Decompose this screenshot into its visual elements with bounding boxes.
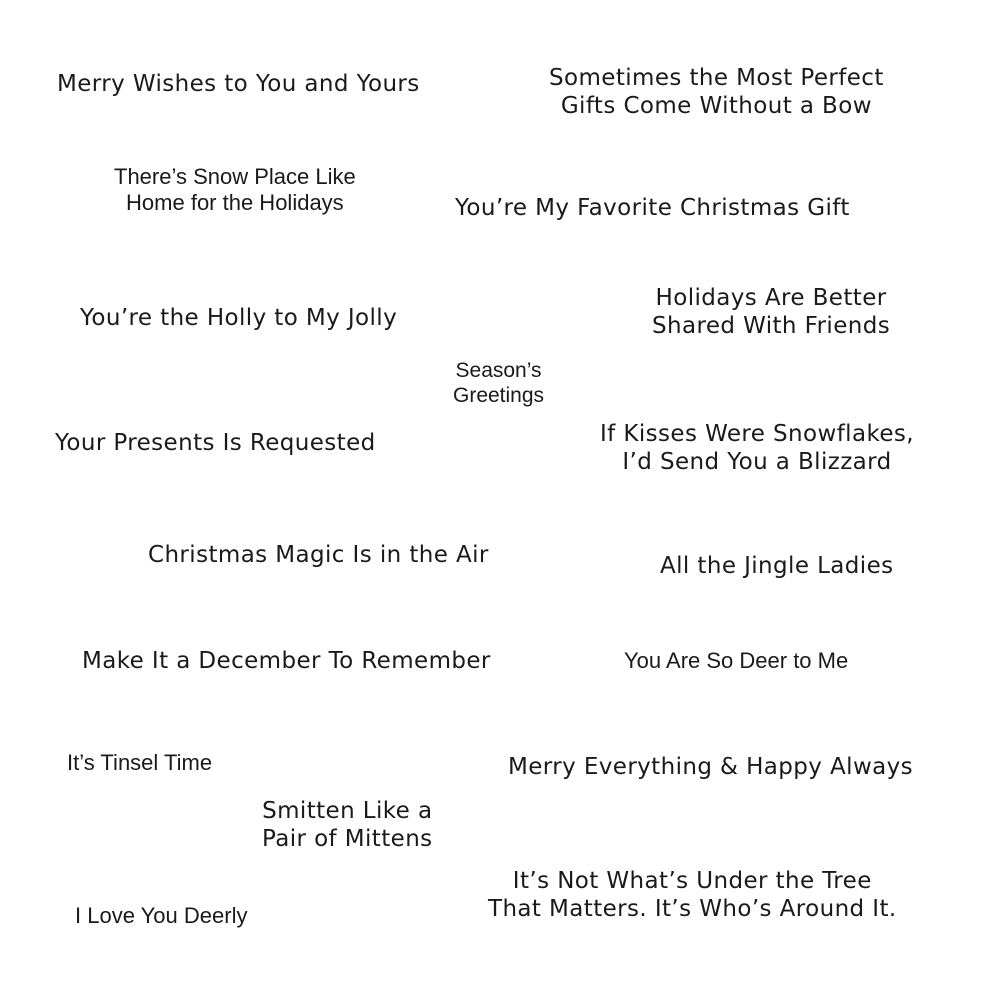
sentiment-line: Season’s (455, 359, 542, 382)
sentiment-line: Holidays Are Better (655, 285, 887, 311)
sentiment-line: Greetings (453, 384, 545, 408)
sentiment-line: There’s Snow Place Like (114, 164, 356, 189)
sentiment-perfect-gifts (549, 65, 884, 120)
sentiment-merry-everything (508, 754, 913, 782)
sentiment-not-what (488, 868, 897, 923)
sentiment-deerly (75, 903, 247, 929)
sentiment-line: I’d Send You a Blizzard (622, 448, 892, 475)
sentiment-line: Home for the Holidays (126, 190, 344, 216)
sentiment-merry-wishes (57, 71, 420, 99)
sentiment-kisses (600, 421, 914, 476)
sentiment-line: You’re the Holly to My Jolly (80, 305, 398, 331)
sentiment-presents (55, 430, 376, 458)
sentiment-holidays-better (652, 285, 890, 340)
sentiment-line: Gifts Come Without a Bow (560, 92, 872, 119)
sentiment-line: Pair of Mittens (262, 825, 433, 852)
sentiment-line: Your Presents Is Requested (55, 430, 376, 456)
sentiment-line: Make It a December To Remember (82, 648, 491, 674)
sentiment-line: All the Jingle Ladies (660, 553, 894, 579)
sentiment-seasons-greetings (453, 358, 544, 408)
sentiment-line: Sometimes the Most Perfect (549, 65, 884, 91)
sentiment-deer (624, 648, 848, 674)
sentiment-line: Smitten Like a (262, 798, 433, 824)
sentiment-line: Christmas Magic Is in the Air (148, 542, 489, 568)
sentiment-line: Shared With Friends (652, 312, 891, 339)
sentiment-line: Merry Wishes to You and Yours (57, 71, 420, 97)
sentiment-line: You’re My Favorite Christmas Gift (455, 195, 850, 221)
sentiment-smitten (262, 798, 433, 853)
sentiment-december (82, 648, 491, 676)
sentiment-jingle (660, 553, 894, 581)
sentiment-line: It’s Not What’s Under the Tree (512, 868, 872, 894)
sentiment-line: I Love You Deerly (75, 903, 248, 928)
sentiment-holly-jolly (80, 305, 397, 333)
sentiment-line: It’s Tinsel Time (67, 750, 213, 775)
sentiment-favorite-gift (455, 195, 850, 223)
sentiment-tinsel (67, 750, 212, 776)
sentiment-line: That Matters. It’s Who’s Around It. (488, 895, 897, 922)
sentiment-line: You Are So Deer to Me (624, 648, 849, 673)
sentiment-line: Merry Everything & Happy Always (508, 754, 914, 780)
sentiment-line: If Kisses Were Snowflakes, (600, 421, 915, 447)
sentiment-magic (148, 542, 489, 570)
sentiment-snow-place (114, 164, 356, 217)
